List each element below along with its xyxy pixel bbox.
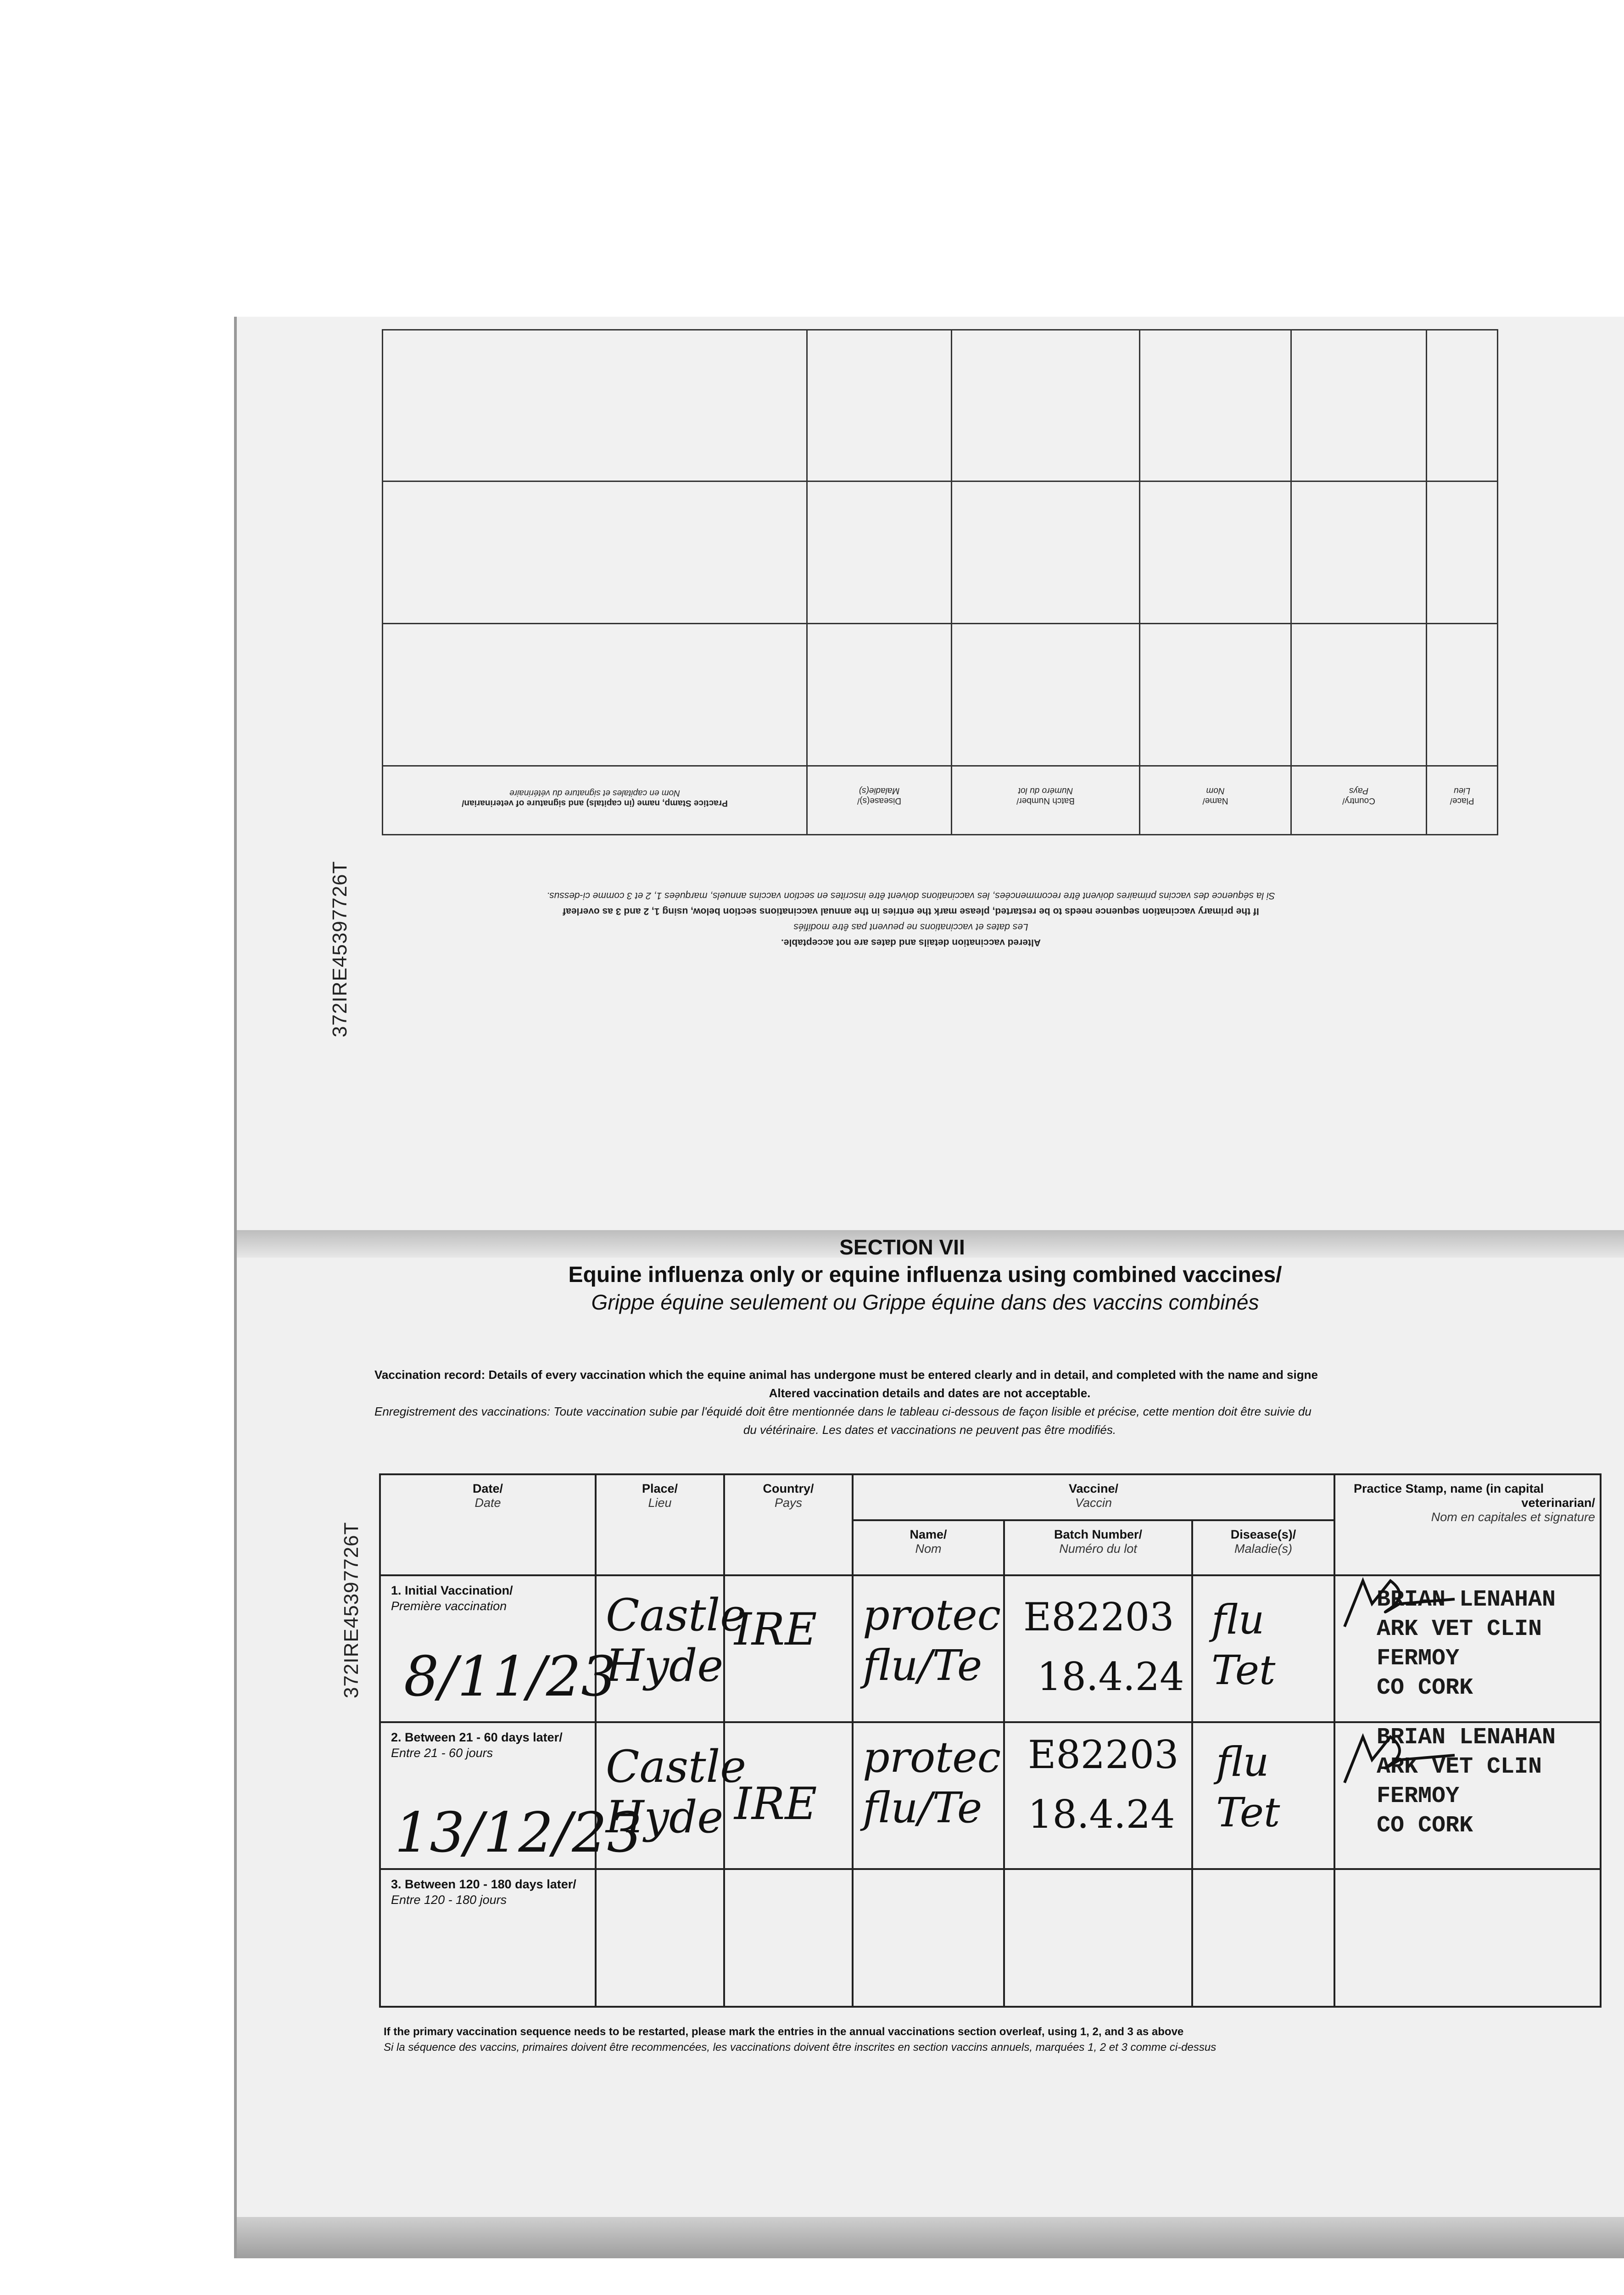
table-row — [380, 1869, 1601, 2007]
upside-place-label-fr: Lieu — [1454, 786, 1470, 796]
section-title-en: Equine influenza only or equine influenza using combined vaccines/ — [568, 1263, 1282, 1287]
upside-disease-label-fr: Maladie(s) — [859, 786, 900, 796]
upside-head-place — [1427, 766, 1498, 835]
row3-label-fr: Entre 120 - 180 jours — [391, 1893, 507, 1907]
header-stamp-label-2: veterinarian/ — [1521, 1496, 1595, 1510]
document-id-lower: 372IRE45397726T — [340, 1522, 363, 1698]
page-bottom-edge — [237, 2217, 1624, 2258]
row2-batch-cell — [1004, 1722, 1192, 1869]
table-row — [380, 1575, 1601, 1722]
upside-head-disease — [807, 766, 952, 835]
row3-date-cell — [380, 1869, 596, 2007]
upside-header-line-2: Les dates et vaccinations ne peuvent pas être modifiés — [793, 922, 1028, 932]
row1-date: 8/11/23 — [404, 1645, 616, 1709]
upside-header-line-1: Altered vaccination details and dates are not acceptable. — [781, 937, 1041, 948]
row2-stamp-cell — [1334, 1722, 1601, 1869]
row3-name-cell — [853, 1869, 1004, 2007]
header-disease — [1192, 1520, 1334, 1575]
row3-disease-cell — [1192, 1869, 1334, 2007]
row1-disease-cell — [1192, 1575, 1334, 1722]
header-disease-label-fr: Maladie(s) — [1234, 1542, 1293, 1556]
passport-page — [234, 317, 1624, 2258]
row1-name-cell — [853, 1575, 1004, 1722]
row1-country-cell — [724, 1575, 853, 1722]
upside-header-line-4: Si la séquence des vaccins primaires doivent être recommencées, les vaccinations doivent être inscrites en section vaccins annuels, marquées 1, 2 et 3 comme ci-dessus. — [547, 890, 1275, 901]
row1-batch-expiry: 18.4.24 — [1037, 1654, 1184, 1699]
row2-practice-stamp: BRIAN LENAHAN ARK VET CLIN FERMOY CO CORK — [1377, 1724, 1556, 1839]
upside-grid — [382, 329, 1498, 835]
row2-signature-icon — [1335, 1732, 1473, 1792]
footer-note — [384, 2024, 1623, 2055]
vaccination-table — [379, 1473, 1602, 2008]
row2-place: Castle Hyde — [606, 1741, 747, 1843]
row2-date: 13/12/23 — [395, 1801, 642, 1865]
row2-disease-cell — [1192, 1722, 1334, 1869]
header-place-label: Place/ — [642, 1482, 678, 1495]
row2-country-cell — [724, 1722, 853, 1869]
header-place — [596, 1474, 724, 1575]
upside-name-label-fr: Nom — [1206, 786, 1225, 796]
footer-fr: Si la séquence des vaccins, primaires doivent être recommencées, les vaccinations doivent être inscrites en section vaccins annuels, marquées 1, 2 et 3 comme ci-dessus — [384, 2041, 1217, 2054]
row2-batch-expiry: 18.4.24 — [1028, 1792, 1175, 1837]
header-name-label: Name/ — [910, 1528, 947, 1541]
header-vaccine — [853, 1474, 1334, 1520]
upside-country-label: Country/ — [1342, 796, 1375, 806]
row2-label-fr: Entre 21 - 60 jours — [391, 1746, 493, 1760]
row3-label: 3. Between 120 - 180 days later/ — [391, 1877, 576, 1891]
row3-batch-cell — [1004, 1869, 1192, 2007]
upside-batch-label-fr: Numéro du lot — [1018, 786, 1073, 796]
intro-fr-2: du vétérinaire. Les dates et vaccinations ne peuvent pas être modifiés. — [743, 1423, 1116, 1437]
row2-place-cell — [596, 1722, 747, 1869]
upside-disease-label: Disease(s)/ — [857, 796, 902, 806]
header-vaccine-label-fr: Vaccin — [1075, 1496, 1112, 1510]
intro-fr: Enregistrement des vaccinations: Toute vaccination subie par l'équidé doit être mentionnée dans le tableau ci-dessous de façon lisible et précise, cette mention doit être suivie du — [374, 1405, 1311, 1418]
document-id-upper: 372IRE45397726T — [329, 861, 351, 1037]
upside-down-header — [324, 888, 1498, 950]
row1-practice-stamp: BRIAN LENAHAN ARK VET CLIN FERMOY CO CORK — [1377, 1587, 1556, 1701]
row1-batch: E82203 — [1023, 1595, 1174, 1640]
header-disease-label: Disease(s)/ — [1230, 1528, 1296, 1541]
section-number: SECTION VII — [839, 1235, 965, 1259]
row2-date-cell — [380, 1722, 642, 1869]
header-batch-label-fr: Numéro du lot — [1059, 1542, 1137, 1556]
row2-country: IRE — [734, 1778, 817, 1830]
row1-batch-cell — [1004, 1575, 1192, 1722]
upside-down-table — [305, 422, 1498, 948]
row2-batch: E82203 — [1028, 1732, 1179, 1777]
row3-place-cell — [596, 1869, 724, 2007]
row3-stamp-cell — [1334, 1869, 1601, 2007]
row1-country: IRE — [734, 1604, 817, 1655]
upside-place-label: Place/ — [1450, 796, 1474, 806]
header-batch — [1004, 1520, 1192, 1575]
header-date — [380, 1474, 596, 1575]
row1-place-cell — [596, 1575, 747, 1722]
upside-batch-label: Batch Number/ — [1016, 796, 1075, 806]
footer-en: If the primary vaccination sequence needs to be restarted, please mark the entries in the annual vaccinations section overleaf, using 1, 2, and 3 as above — [384, 2026, 1184, 2038]
upside-header-line-3: If the primary vaccination sequence needs to be restarted, please mark the entries in the annual vaccinations section below, using 1, 2 and 3 as overleaf — [563, 906, 1259, 917]
row1-place: Castle Hyde — [606, 1590, 747, 1691]
upside-head-stamp — [383, 766, 807, 835]
header-stamp-label: Practice Stamp, name (in capital — [1354, 1482, 1544, 1495]
header-stamp-label-fr: Nom en capitales et signature — [1431, 1510, 1595, 1524]
upside-head-batch — [952, 766, 1140, 835]
row2-label: 2. Between 21 - 60 days later/ — [391, 1730, 563, 1744]
row2-vaccine-name: protec flu/Te — [863, 1733, 1001, 1832]
row3-country-cell — [724, 1869, 853, 2007]
upper-page-upside-down — [237, 317, 1624, 1230]
section-title-fr: Grippe équine seulement ou Grippe équine dans des vaccins combinés — [591, 1290, 1259, 1314]
header-date-label-fr: Date — [474, 1496, 501, 1510]
header-batch-label: Batch Number/ — [1054, 1528, 1143, 1541]
row2-name-cell — [853, 1722, 1004, 1869]
upside-stamp-label-fr: Nom en capitales et signature du vétérinaire — [509, 788, 680, 798]
intro-en: Vaccination record: Details of every vaccination which the equine animal has undergone must be entered clearly and in detail, and completed with the name and signe — [374, 1368, 1318, 1382]
upside-down-content — [237, 317, 1624, 1230]
header-date-label: Date/ — [472, 1482, 503, 1495]
intro-text — [374, 1366, 1624, 1439]
header-place-label-fr: Lieu — [648, 1496, 672, 1510]
row1-label-fr: Première vaccination — [391, 1599, 507, 1613]
header-country — [724, 1474, 853, 1575]
intro-en-2: Altered vaccination details and dates are not acceptable. — [769, 1386, 1091, 1400]
header-vaccine-label: Vaccine/ — [1068, 1482, 1119, 1495]
header-name-label-fr: Nom — [915, 1542, 942, 1556]
header-name — [853, 1520, 1004, 1575]
row1-disease: flu Tet — [1211, 1596, 1276, 1694]
row1-stamp-cell — [1334, 1575, 1601, 1722]
header-stamp — [1334, 1474, 1601, 1575]
upside-country-label-fr: Pays — [1349, 786, 1369, 796]
upside-name-label: Name/ — [1202, 796, 1228, 806]
header-country-label: Country/ — [763, 1482, 814, 1495]
row1-vaccine-name: protec flu/Te — [863, 1590, 1001, 1690]
row1-label: 1. Initial Vaccination/ — [391, 1584, 513, 1597]
upside-head-country — [1291, 766, 1427, 835]
row2-disease: flu Tet — [1216, 1738, 1280, 1836]
header-country-label-fr: Pays — [774, 1496, 803, 1510]
row1-date-cell — [380, 1575, 616, 1722]
upside-stamp-label: Practice Stamp, name (in capitals) and signature of veterinarian/ — [462, 798, 728, 808]
upside-head-name — [1140, 766, 1291, 835]
row1-signature-icon — [1335, 1576, 1473, 1636]
table-row — [380, 1722, 1601, 1869]
